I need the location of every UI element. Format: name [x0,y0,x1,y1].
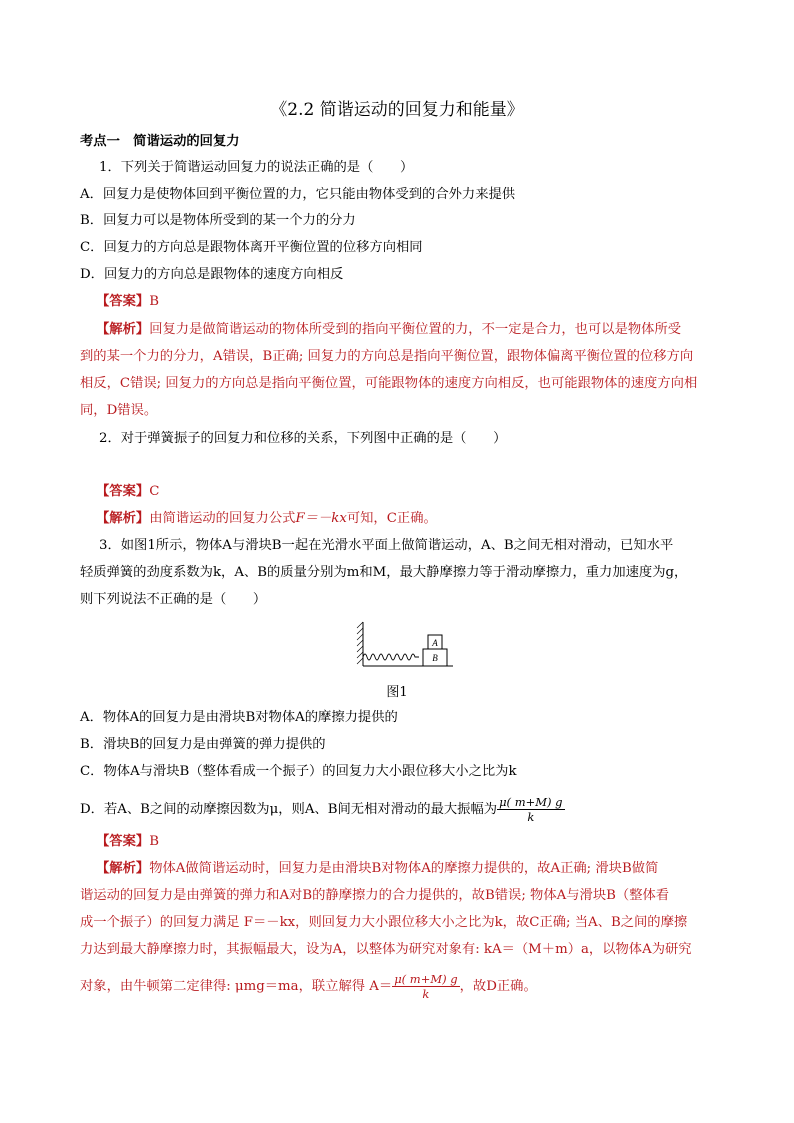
q3-stem-line3: 则下列说法不正确的是（ ） [80,592,267,607]
answer-tag: 【答案】 [96,294,150,309]
q3-option-d [80,795,720,824]
figure-caption: 图1 [386,685,408,700]
analysis-text-end: ，故D正确。 [459,979,537,994]
q3-analysis-line5 [80,972,720,1001]
q1-option-d: D．回复力的方向总是跟物体的速度方向相反 [80,267,344,282]
q3-option-b: B．滑块B的回复力是由弹簧的弹力提供的 [80,737,326,752]
q2-analysis [96,509,736,529]
spring-block-figure [355,618,455,670]
fraction-numerator: μ( m+M) g [499,795,563,809]
answer-tag: 【答案】 [96,834,150,849]
answer-value: B [149,834,159,849]
q1-analysis-line2: 到的某一个力的分力，A错误，B正确; 回复力的方向总是指向平衡位置，跟物体偏离平衡位置的位移方向 [80,349,694,364]
q3-analysis-line1 [96,859,736,879]
analysis-text: 回复力是做简谐运动的物体所受到的指向平衡位置的力，不一定是合力，也可以是物体所受 [149,322,682,337]
page-title: 《2.2 简谐运动的回复力和能量》 [270,100,524,120]
q1-answer [96,292,736,312]
q1-analysis-line4: 同，D错误。 [80,403,158,418]
q1-stem: 1．下列关于简谐运动回复力的说法正确的是（ ） [99,160,414,175]
block-b-label: B [432,653,438,663]
q1-analysis-line3: 相反，C错误; 回复力的方向总是指向平衡位置，可能跟物体的速度方向相反，也可能跟物体的速度方向相 [80,376,698,391]
answer-value: C [149,484,160,499]
spring [363,654,419,660]
q1-option-b: B．回复力可以是物体所受到的某一个力的分力 [80,213,356,228]
q3-option-c: C．物体A与滑块B（整体看成一个振子）的回复力大小跟位移大小之比为k [80,764,517,779]
q3-answer [96,832,736,852]
answer-value: B [149,294,159,309]
fraction-denominator: k [422,987,430,1001]
analysis-tag: 【解析】 [96,511,150,526]
q3-analysis-line3: 成一个振子）的回复力满足 F＝－kx，则回复力大小跟位移大小之比为k，故C正确; 当A、B之间的摩擦 [80,915,688,930]
analysis-tag: 【解析】 [96,322,150,337]
amplitude-fraction [392,972,459,1001]
section-heading: 考点一 简谐运动的回复力 [80,134,240,149]
analysis-text-end: 可知，C正确。 [346,511,437,526]
q3-stem-line2: 轻质弹簧的劲度系数为k，A、B的质量分别为m和M，最大静摩擦力等于滑动摩擦力，重力加速度为g， [80,565,688,580]
amplitude-fraction [497,795,564,824]
block-a-label: A [432,638,438,648]
wall-hatching [357,622,363,664]
option-d-text: D．若A、B之间的动摩擦因数为μ，则A、B间无相对滑动的最大振幅为 [80,802,498,817]
analysis-text: 对象，由牛顿第二定律得: μmg＝ma，联立解得 A＝ [80,979,393,994]
formula: F＝－kx [295,511,347,526]
q1-option-c: C．回复力的方向总是跟物体离开平衡位置的位移方向相同 [80,240,423,255]
q1-option-a: A．回复力是使物体回到平衡位置的力，它只能由物体受到的合外力来提供 [80,187,516,202]
q2-stem: 2．对于弹簧振子的回复力和位移的关系，下列图中正确的是（ ） [99,431,507,446]
analysis-tag: 【解析】 [96,861,150,876]
q3-analysis-line4: 力达到最大静摩擦力时，其振幅最大，设为A，以整体为研究对象有: kA＝（M＋m）a，以物体A为研究 [80,942,692,957]
q3-stem-line1: 3．如图1所示，物体A与滑块B一起在光滑水平面上做简谐运动，A、B之间无相对滑动，已知水平 [99,538,674,553]
answer-tag: 【答案】 [96,484,150,499]
q3-option-a: A．物体A的回复力是由滑块B对物体A的摩擦力提供的 [80,710,398,725]
q1-analysis-line1 [96,320,736,340]
q3-analysis-line2: 谐运动的回复力是由弹簧的弹力和A对B的静摩擦力的合力提供的，故B错误; 物体A与滑块B（整体看 [80,888,670,903]
analysis-text: 物体A做简谐运动时，回复力是由滑块B对物体A的摩擦力提供的，故A正确; 滑块B做简 [149,861,659,876]
q2-answer [96,482,736,502]
analysis-text: 由简谐运动的回复力公式 [149,511,296,526]
fraction-denominator: k [527,810,535,824]
fraction-numerator: μ( m+M) g [394,972,458,986]
